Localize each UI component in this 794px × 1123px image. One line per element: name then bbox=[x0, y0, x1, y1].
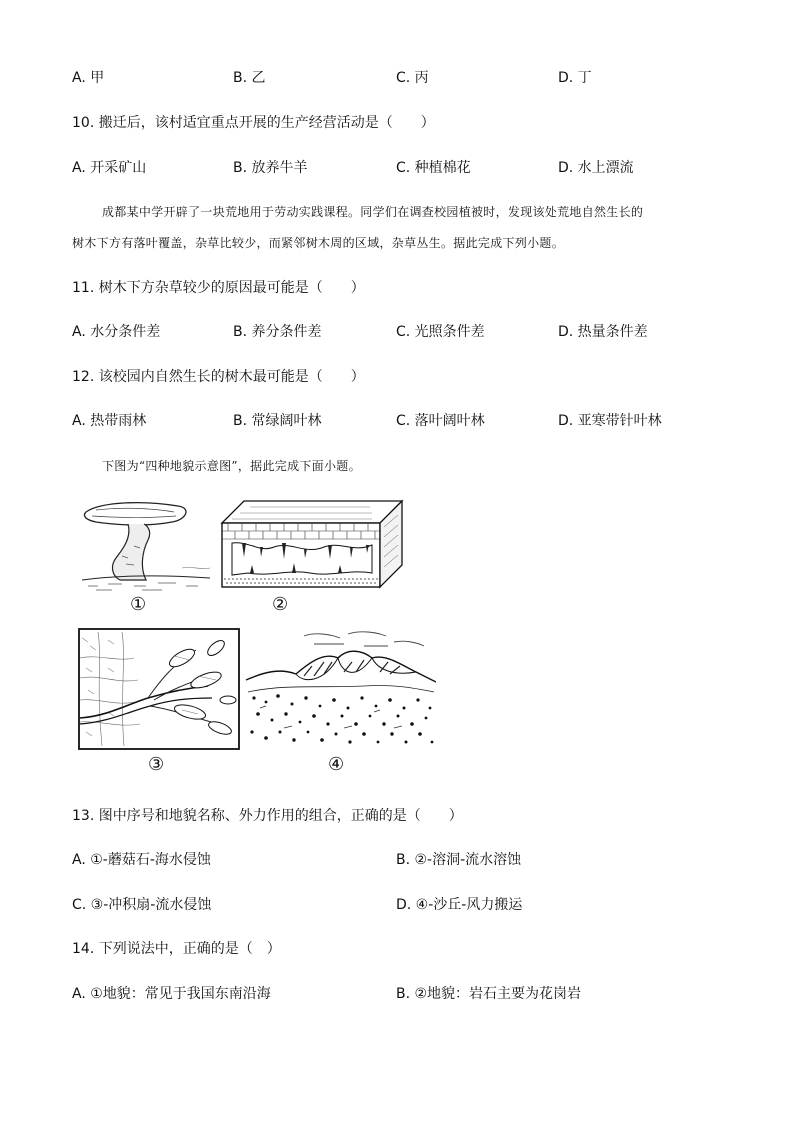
figure-alluvial-fan bbox=[78, 628, 240, 750]
figure-label-4: ④ bbox=[328, 754, 345, 775]
q9-option-b[interactable]: B. 乙 bbox=[233, 70, 266, 86]
q9-option-d[interactable]: D. 丁 bbox=[558, 70, 592, 86]
q9-option-a[interactable]: A. 甲 bbox=[72, 70, 105, 86]
figure-label-2: ② bbox=[272, 594, 289, 615]
q12-option-d[interactable]: D. 亚寒带针叶林 bbox=[558, 413, 662, 429]
figure-karst-cave bbox=[220, 497, 405, 591]
q13-stem: 13. 图中序号和地貌名称、外力作用的组合，正确的是（ ） bbox=[72, 808, 463, 824]
q14-option-a[interactable]: A. ①地貌：常见于我国东南沿海 bbox=[72, 986, 271, 1002]
figure-mushroom-rock bbox=[82, 498, 212, 593]
q10-option-d[interactable]: D. 水上漂流 bbox=[558, 160, 634, 176]
figure-label-1: ① bbox=[130, 594, 147, 615]
q10-stem: 10. 搬迁后，该村适宜重点开展的生产经营活动是（ ） bbox=[72, 115, 435, 131]
q13-option-d[interactable]: D. ④-沙丘-风力搬运 bbox=[396, 897, 523, 913]
q10-option-b[interactable]: B. 放养牛羊 bbox=[233, 160, 308, 176]
q10-option-c[interactable]: C. 种植棉花 bbox=[396, 160, 471, 176]
q13-option-c[interactable]: C. ③-冲积扇-流水侵蚀 bbox=[72, 897, 212, 913]
intro-paragraph-line-1: 成都某中学开辟了一块荒地用于劳动实践课程。同学们在调查校园植被时，发现该处荒地自然生长的 bbox=[102, 205, 644, 219]
q11-stem: 11. 树木下方杂草较少的原因最可能是（ ） bbox=[72, 280, 365, 296]
dune-texture bbox=[250, 694, 433, 743]
q11-option-c[interactable]: C. 光照条件差 bbox=[396, 324, 485, 340]
q10-option-a[interactable]: A. 开采矿山 bbox=[72, 160, 147, 176]
q13-option-b[interactable]: B. ②-溶洞-流水溶蚀 bbox=[396, 852, 522, 868]
figure-intro: 下图为“四种地貌示意图”，据此完成下面小题。 bbox=[102, 459, 361, 473]
q11-option-b[interactable]: B. 养分条件差 bbox=[233, 324, 322, 340]
figure-sand-dunes bbox=[244, 628, 436, 750]
q14-stem: 14. 下列说法中，正确的是（ ） bbox=[72, 941, 281, 957]
q9-option-c[interactable]: C. 丙 bbox=[396, 70, 429, 86]
q12-stem: 12. 该校园内自然生长的树木最可能是（ ） bbox=[72, 369, 365, 385]
q12-option-a[interactable]: A. 热带雨林 bbox=[72, 413, 147, 429]
q11-option-d[interactable]: D. 热量条件差 bbox=[558, 324, 648, 340]
q12-option-b[interactable]: B. 常绿阔叶林 bbox=[233, 413, 322, 429]
intro-paragraph-line-2: 树木下方有落叶覆盖，杂草比较少，而紧邻树木周的区域，杂草丛生。据此完成下列小题。 bbox=[72, 236, 565, 250]
figure-label-3: ③ bbox=[148, 754, 165, 775]
q11-option-a[interactable]: A. 水分条件差 bbox=[72, 324, 161, 340]
q12-option-c[interactable]: C. 落叶阔叶林 bbox=[396, 413, 485, 429]
q14-option-b[interactable]: B. ②地貌：岩石主要为花岗岩 bbox=[396, 986, 582, 1002]
q13-option-a[interactable]: A. ①-蘑菇石-海水侵蚀 bbox=[72, 852, 211, 868]
